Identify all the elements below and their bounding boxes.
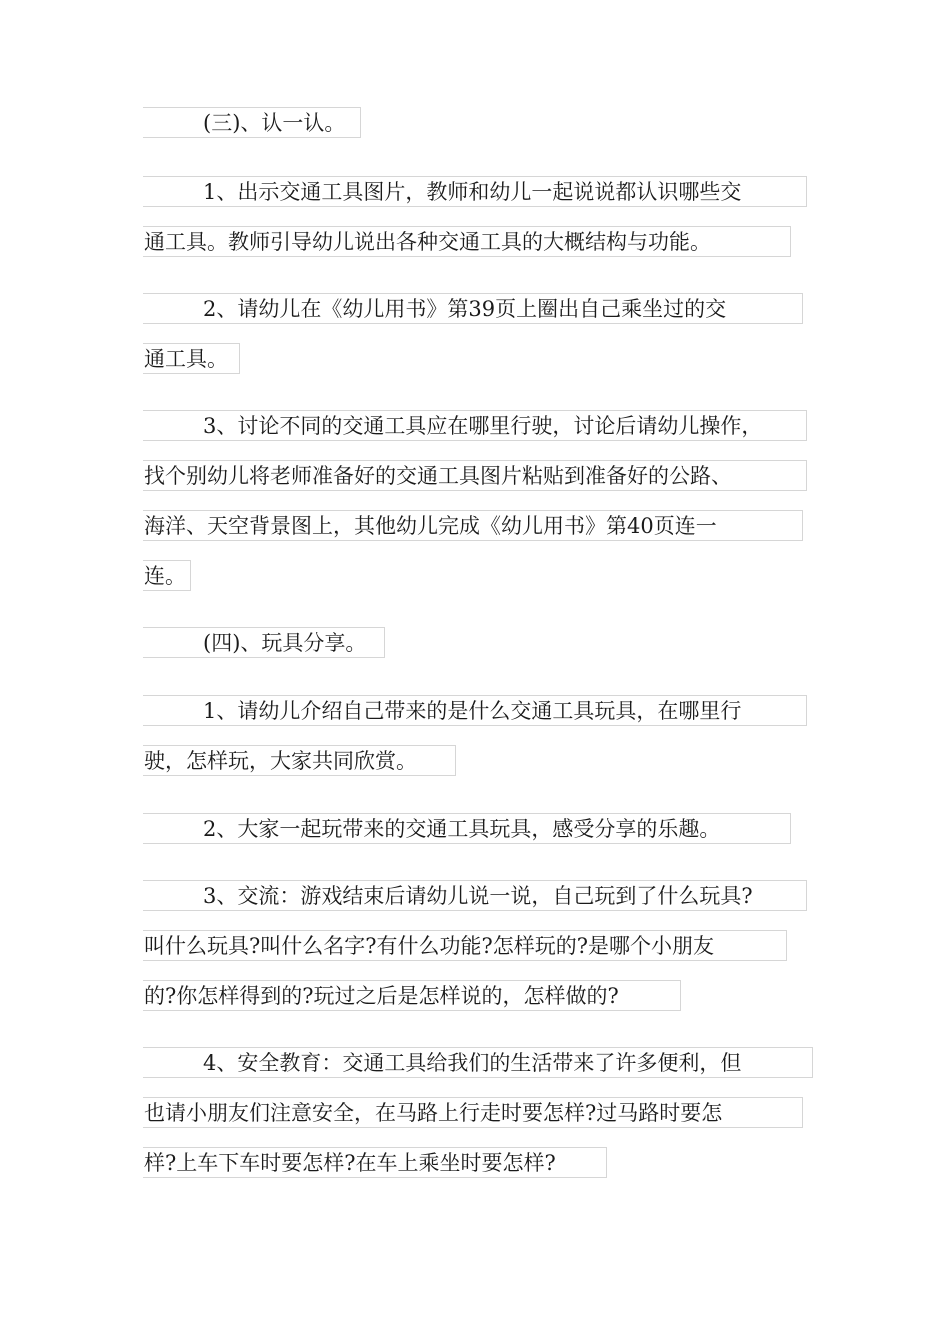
paragraph-line: 也请小朋友们注意安全，在马路上行走时要怎样?过马路时要怎 [143, 1097, 803, 1128]
paragraph-line: 2、大家一起玩带来的交通工具玩具，感受分享的乐趣。 [143, 813, 791, 844]
section-heading-3: (三)、认一认。 [143, 107, 361, 138]
paragraph-line: 驶，怎样玩，大家共同欣赏。 [143, 745, 456, 776]
paragraph-line: 4、安全教育：交通工具给我们的生活带来了许多便利，但 [143, 1047, 813, 1078]
paragraph-line: 找个别幼儿将老师准备好的交通工具图片粘贴到准备好的公路、 [143, 460, 807, 491]
paragraph-line: 连。 [143, 560, 191, 591]
paragraph-line: 通工具。 [143, 343, 240, 374]
paragraph-line: 3、交流：游戏结束后请幼儿说一说，自己玩到了什么玩具? [143, 880, 807, 911]
paragraph-line: 叫什么玩具?叫什么名字?有什么功能?怎样玩的?是哪个小朋友 [143, 930, 787, 961]
paragraph-line: 3、讨论不同的交通工具应在哪里行驶，讨论后请幼儿操作， [143, 410, 807, 441]
paragraph-line: 1、出示交通工具图片，教师和幼儿一起说说都认识哪些交 [143, 176, 807, 207]
paragraph-line: 通工具。教师引导幼儿说出各种交通工具的大概结构与功能。 [143, 226, 791, 257]
paragraph-line: 样?上车下车时要怎样?在车上乘坐时要怎样? [143, 1147, 607, 1178]
paragraph-line: 海洋、天空背景图上，其他幼儿完成《幼儿用书》第40页连一 [143, 510, 803, 541]
section-heading-4: (四)、玩具分享。 [143, 627, 385, 658]
paragraph-line: 的?你怎样得到的?玩过之后是怎样说的，怎样做的? [143, 980, 681, 1011]
paragraph-line: 2、请幼儿在《幼儿用书》第39页上圈出自己乘坐过的交 [143, 293, 803, 324]
paragraph-line: 1、请幼儿介绍自己带来的是什么交通工具玩具，在哪里行 [143, 695, 807, 726]
